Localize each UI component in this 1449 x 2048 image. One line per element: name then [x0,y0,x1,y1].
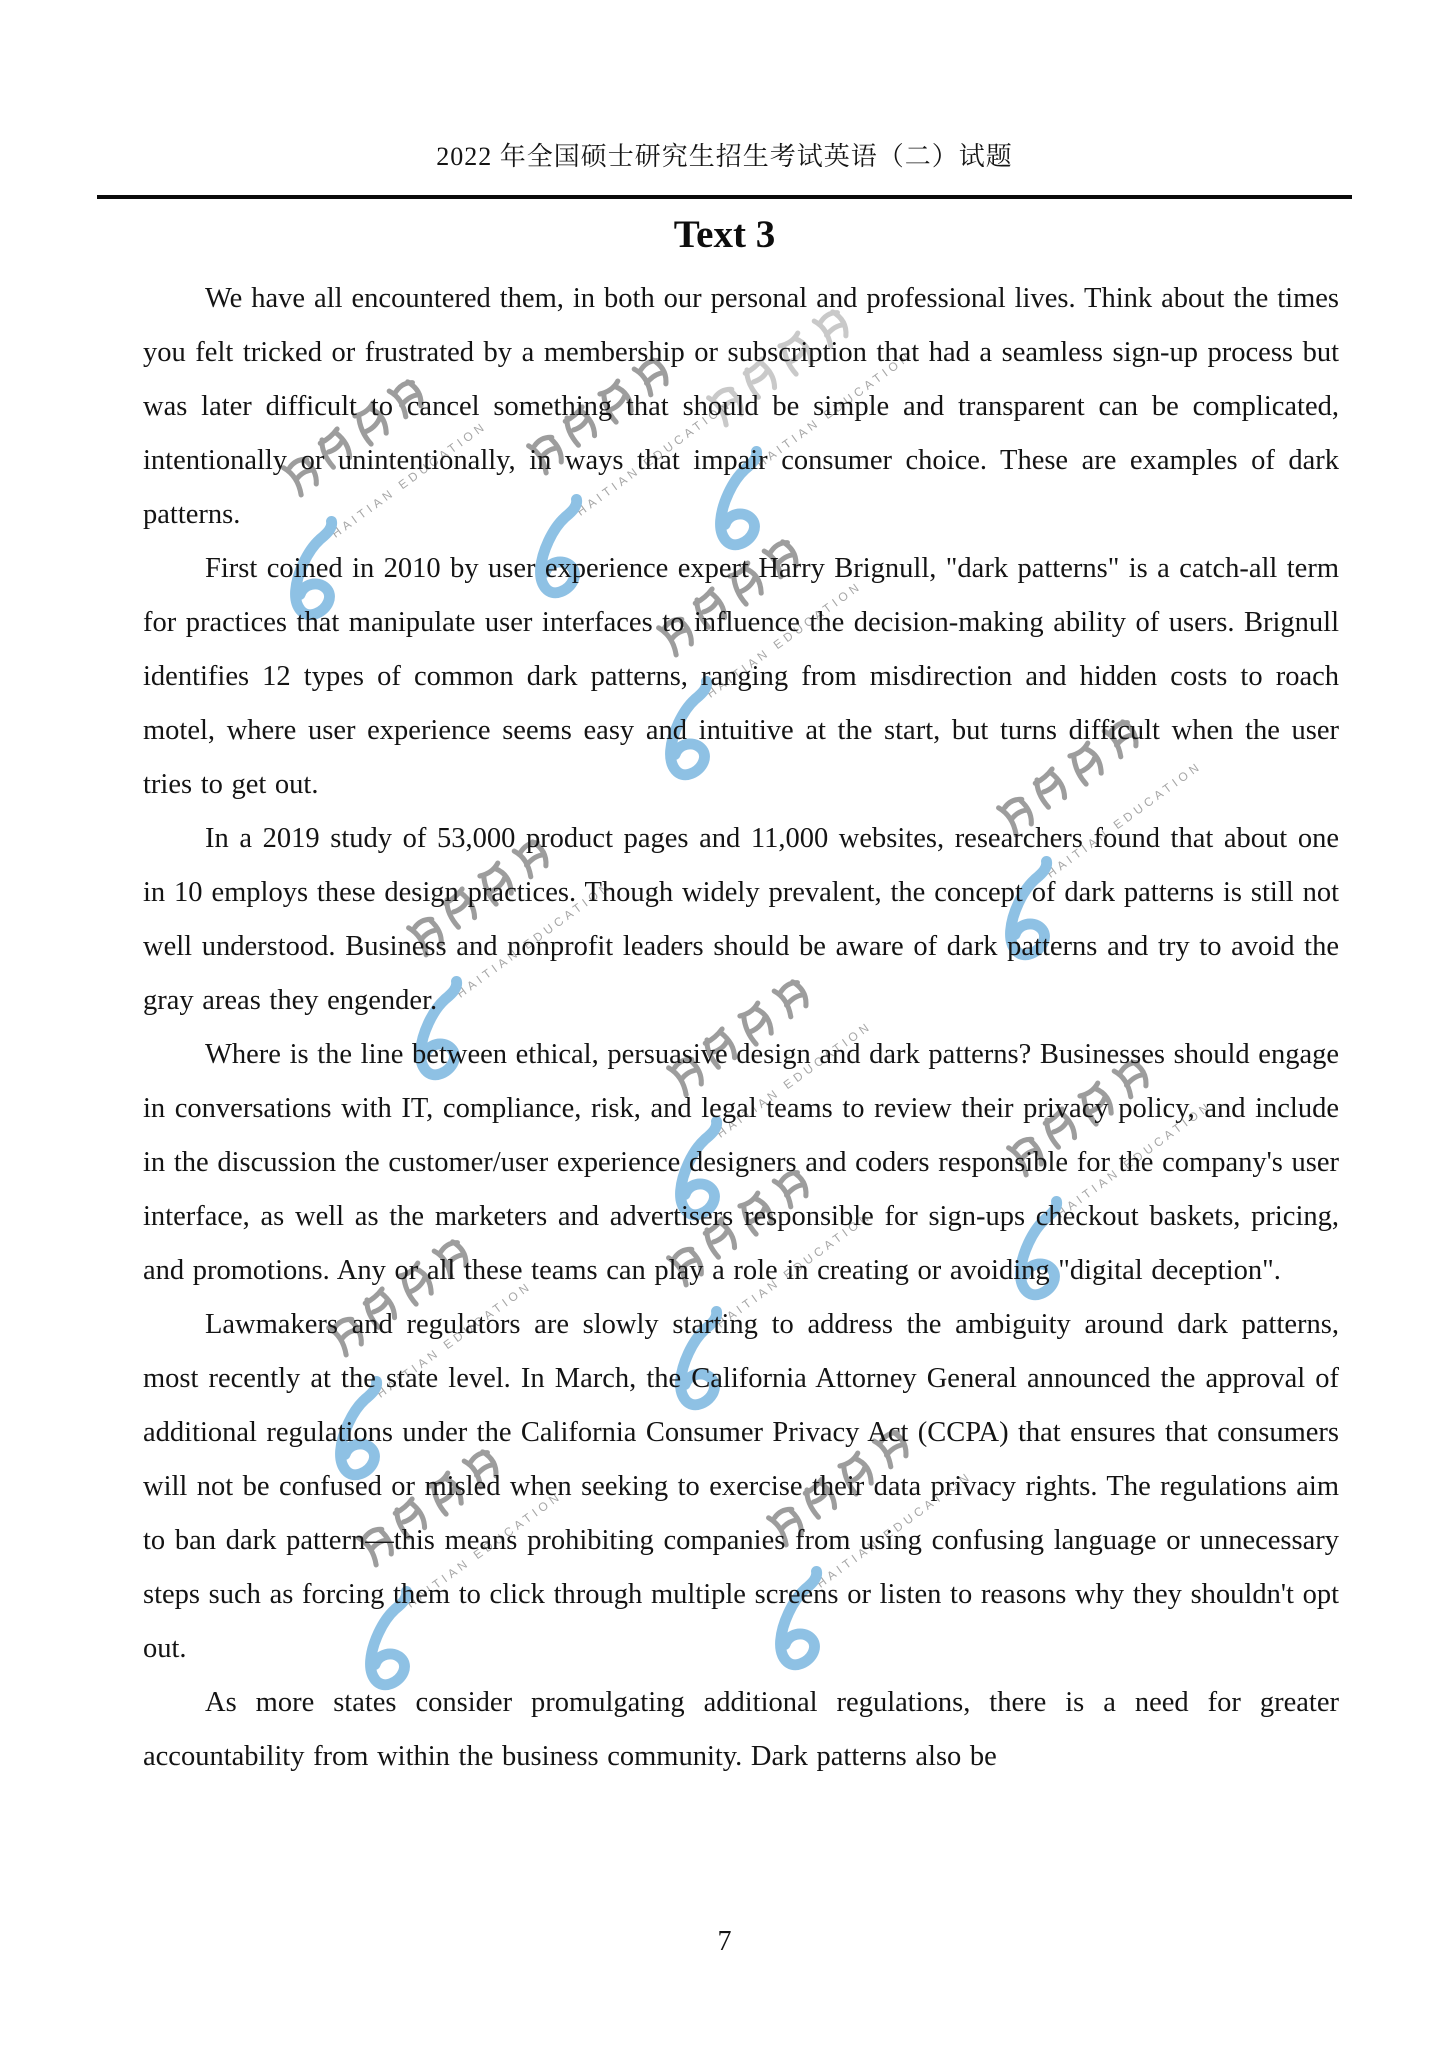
paragraph: Lawmakers and regulators are slowly starting to address the ambiguity around dark patterns, most recently at the state level. In March, the California Attorney General announced the approval of additional regulations under the California Consumer Privacy Act (CCPA) that ensures that consumers will not be confused or misled when seeking to exercise their data privacy rights. The regulations aim to ban dark pattern—this means prohibiting companies from using confusing language or unnecessary steps such as forcing them to click through multiple screens or listen to reasons why they shouldn't opt out. [143,1309,1339,1664]
watermark-latin-text: HAITIAN EDUCATION [713,1208,875,1331]
watermark-latin-text: HAITIAN EDUCATION [713,1018,875,1141]
page-title: Text 3 [673,213,776,256]
watermark-latin-text: HAITIAN EDUCATION [453,878,615,1001]
watermark-latin-text: HAITIAN EDUCATION [753,348,915,471]
watermark-latin-text: HAITIAN EDUCATION [1043,758,1205,881]
passage-body [143,272,1339,1784]
paragraph: In a 2019 study of 53,000 product pages and 11,000 websites, researchers found that about one in 10 employs these design practices. Though widely prevalent, the concept of dark patterns is still not well understood. Business and nonprofit leaders should be aware of dark patterns and try to avoid the gray areas they engender. [143,823,1339,1016]
exam-header: 2022 年全国硕士研究生招生考试英语（二）试题 [436,142,1013,171]
paragraph: We have all encountered them, in both our personal and professional lives. Think about the times you felt tricked or frustrated by a membership or subscription that had a seamless sign-up process but was later difficult to cancel something that should be simple and transparent can be complicated, intentionally or unintentionally, in ways that impair consumer choice. These are examples of dark patterns. [143,283,1339,530]
paragraph: Where is the line between ethical, persuasive design and dark patterns? Businesses should engage in conversations with IT, compliance, risk, and legal teams to review their privacy policy, and include in the discussion the customer/user experience designers and coders responsible for the company's user interface, as well as the marketers and advertisers responsible for sign-ups checkout baskets, pricing, and promotions. Any or all these teams can play a role in creating or avoiding "digital deception". [143,1039,1339,1286]
watermark-latin-text: HAITIAN EDUCATION [703,578,865,701]
page-number: 7 [717,1926,732,1957]
watermark-latin-text: HAITIAN EDUCATION [573,396,735,519]
watermark-latin-text: HAITIAN EDUCATION [373,1278,535,1401]
header-rule [97,195,1352,199]
watermark-latin-text: HAITIAN EDUCATION [813,1468,975,1591]
paragraph: First coined in 2010 by user experience expert Harry Brignull, "dark patterns" is a catch-all term for practices that manipulate user interfaces to influence the decision-making ability of users. Brignull identifies 12 types of common dark patterns, ranging from misdirection and hidden costs to roach motel, where user experience seems easy and intuitive at the start, but turns difficult when the user tries to get out. [143,553,1339,800]
paragraph: As more states consider promulgating additional regulations, there is a need for greater accountability from within the business community. Dark patterns also be [143,1687,1339,1772]
watermark-latin-text: HAITIAN EDUCATION [1053,1098,1215,1221]
watermark-latin-text: HAITIAN EDUCATION [403,1488,565,1611]
watermark-latin-text: HAITIAN EDUCATION [328,418,490,541]
